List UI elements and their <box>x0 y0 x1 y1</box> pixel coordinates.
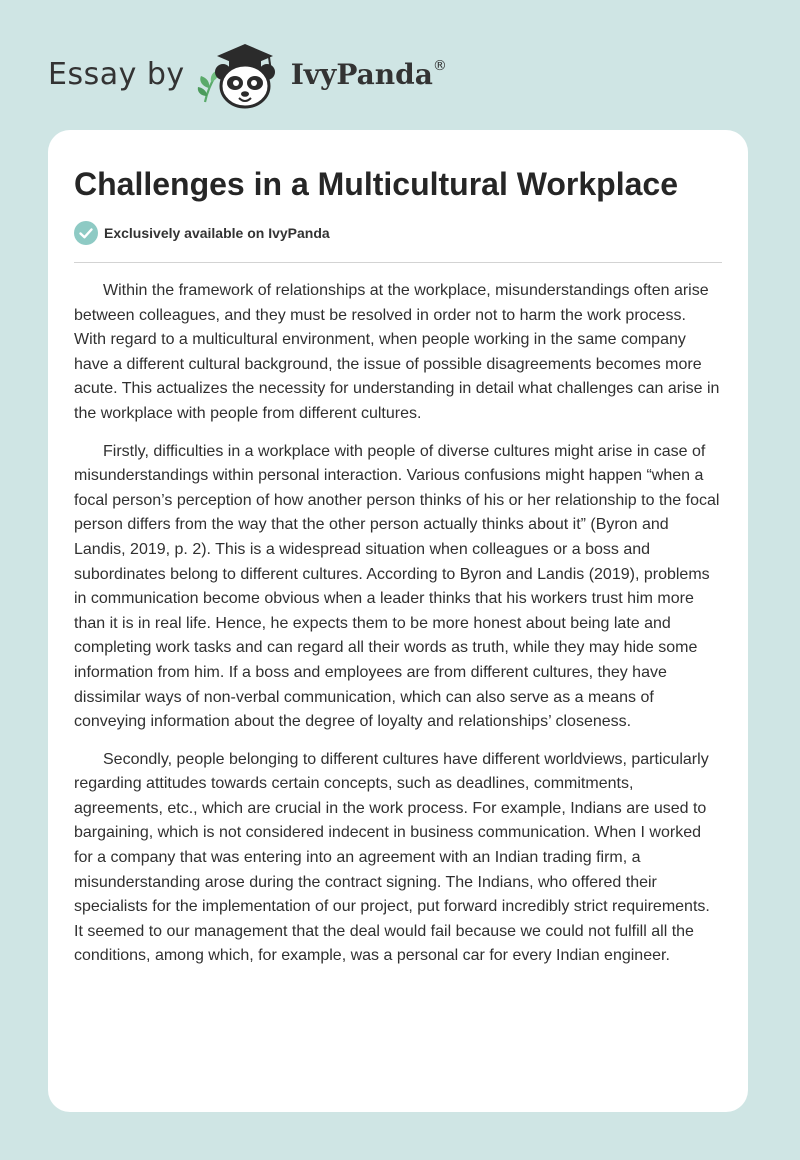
exclusive-badge <box>74 220 722 246</box>
essay-card <box>48 130 748 1112</box>
panda-graduate-icon <box>197 36 289 112</box>
paragraph: Within the framework of relationships at the workplace, misunderstandings often arise between colleagues, and they must be resolved in order not to harm the work process. With regard to a multicultural environment, when people working in the same company have a different cultural background, the issue of possible disagreements becomes more acute. This actualizes the necessity for understanding in detail what challenges can arise in the workplace with people from different cultures. <box>74 282 720 422</box>
registered-mark: ® <box>432 58 447 74</box>
page-title: Challenges in a Multicultural Workplace <box>74 166 678 202</box>
paragraph: Firstly, difficulties in a workplace with people of diverse cultures might arise in case of misunderstandings within personal interaction. Various confusions might happen “when a focal person’s perception of how another person thinks of his or her relationship to the focal person differs from the way that the other person actually thinks about it” (Byron and Landis, 2019, p. 2). This is a widespread situation when colleagues or a boss and subordinates belong to different cultures. According to Byron and Landis (2019), problems in communication become obvious when a leader thinks that his workers trust him more than it is in real life. Hence, he expects them to be more honest about being late and completing work tasks and can regard all their words as truth, while they may hide some information from him. If a boss and employees are from different cultures, they have dissimilar ways of non-verbal communication, which can also serve as a means of conveying information about the degree of loyalty and relationships’ closeness. <box>74 442 720 731</box>
leaf-icon <box>198 70 219 102</box>
check-badge-icon <box>74 221 98 245</box>
exclusive-label: Exclusively available on IvyPanda <box>104 225 330 241</box>
essay-by-label: Essay by <box>48 56 185 92</box>
divider <box>74 262 722 263</box>
brand-name: IvyPanda <box>290 57 433 91</box>
site-header-brand[interactable] <box>48 36 447 112</box>
paragraph: Secondly, people belonging to different cultures have different worldviews, particularly regarding attitudes towards certain concepts, such as deadlines, commitments, agreements, etc., which are crucial in the work process. For example, Indians are used to bargaining, which is not considered indecent in business communication. When I worked for a company that was entering into an agreement with an Indian trading firm, a misunderstanding arose during the contract signing. The Indians, who offered their specialists for the implementation of our project, put forward incredibly strict requirements. It seemed to our management that the deal would fail because we could not fulfill all the conditions, among which, for example, was a personal car for every Indian engineer. <box>74 750 710 965</box>
essay-body <box>74 279 722 969</box>
